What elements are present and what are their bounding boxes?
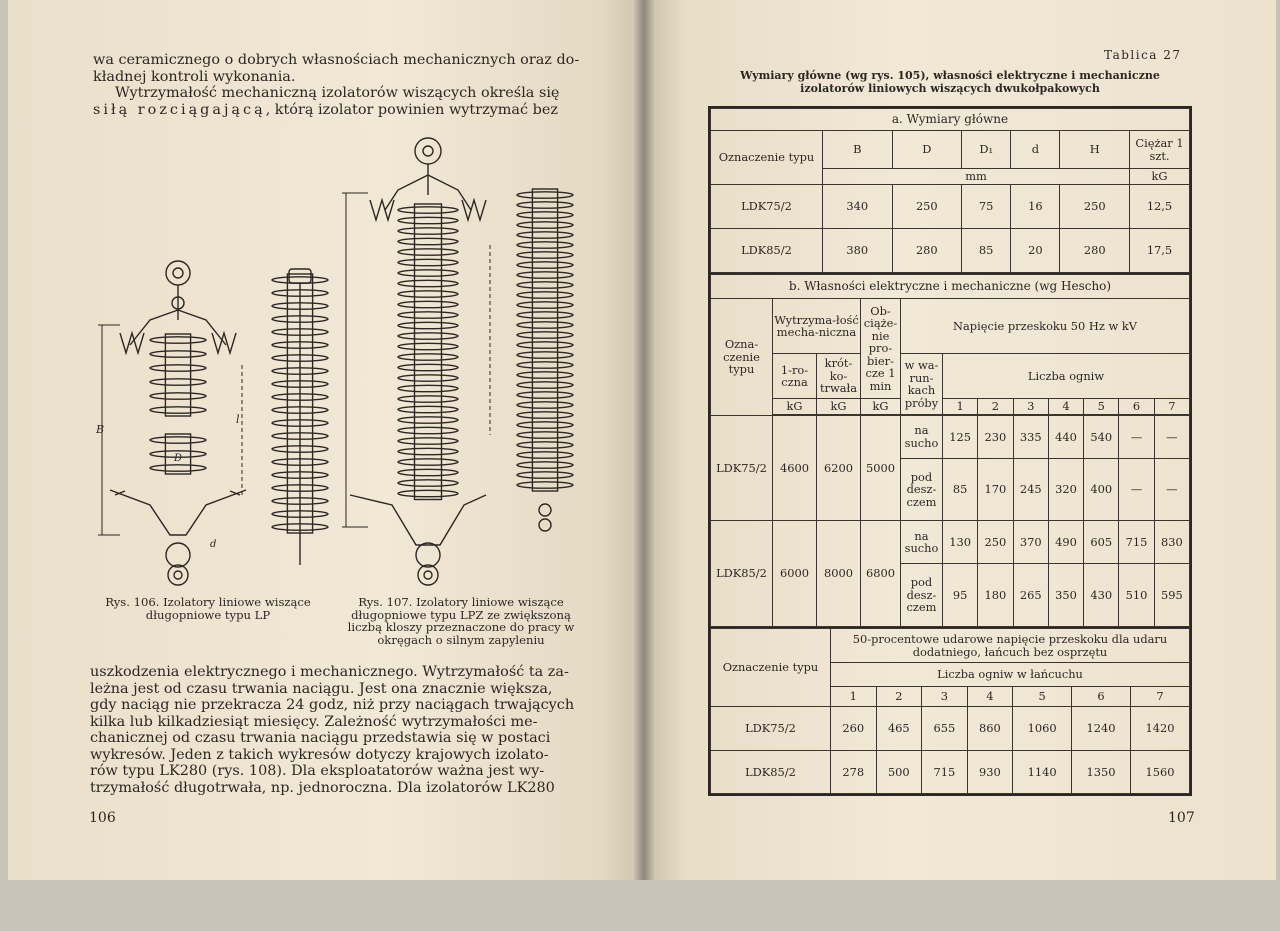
table-row: LDK75/2 340 250 75 16 250 12,5 xyxy=(711,185,1190,229)
insulator-shed xyxy=(517,262,573,268)
insulator-shed xyxy=(398,333,458,339)
section-b-title: b. Własności elektryczne i mechaniczne (wg Hescho) xyxy=(711,275,1190,299)
table-title: Wymiary główne (wg rys. 105), własności elektryczne i mechaniczne izolatorów liniowych wiszących dwukołpakowych xyxy=(740,69,1160,95)
page-number-left: 106 xyxy=(89,810,116,826)
insulator-shed xyxy=(517,282,573,288)
insulator-shed xyxy=(517,362,573,368)
insulator-shed xyxy=(398,417,458,423)
insulator-shed xyxy=(398,459,458,465)
insulator-shed xyxy=(398,301,458,307)
insulator-shed xyxy=(398,312,458,318)
paragraph-bottom: uszkodzenia elektrycznego i mechanicznego. Wytrzymałość ta za- leżna jest od czasu trwania naciągu. Jest ona znacznie większa, gdy naciąg nie przekracza 24 godz, niż przy naciągach trwających kilka lub kilkadziesiąt miesięcy. Zależność wytrzymałości me- chanicznej od czasu trwania naciągu przedstawia się w postaci wykresów. Jeden z takich wykresów dotyczy krajowych izolato- rów typu LK280 (rys. 108). Dla eksploatatorów ważna jest wy- trzymałość długotrwała, np. jednoroczna. Dla izolatorów LK280 xyxy=(90,664,575,796)
table-row: LDK85/2 278 500 715 930 1140 1350 1560 xyxy=(711,750,1190,794)
header-conditions: w wa-run-kach próby xyxy=(901,354,943,415)
header-d: d xyxy=(1011,131,1060,169)
table-row: LDK85/2 380 280 85 20 280 17,5 xyxy=(711,229,1190,273)
insulator-shed xyxy=(398,427,458,433)
caption-figure-107: Rys. 107. Izolatory liniowe wiszące długopniowe typu LPZ ze zwiększoną liczbą kloszy przeznaczone do pracy w okręgach o silnym zapyleniu xyxy=(347,595,575,647)
insulator-shed xyxy=(517,212,573,218)
table-row: pod desz-czem 95 180 265 350 430 510 595 xyxy=(711,564,1190,627)
table-section-b: b. Własności elektryczne i mechaniczne (wg Hescho) Ozna-czenie typu Wytrzyma-łość mecha-niczna Ob-ciąże-nie pro-bier-cze 1 min Napięcie przeskoku 50 Hz w kV 1-ro-czna krót-ko-trwała w wa-run-kach próby Liczba ogniw kG kG kG 1 2 3 4 5 6 7 LDK75/2 4600 6200 5000 na sucho 125 230 335 440 540 — — pod desz-czem 85 170 245 320 400 — — LDK85/2 6000 8000 6800 na sucho 130 250 370 490 605 715 830 pod desz-czem 95 180 265 350 430 510 595 xyxy=(708,274,1192,628)
dim-label-l: l xyxy=(236,413,240,426)
insulator-shed xyxy=(517,472,573,478)
insulator-shed xyxy=(517,252,573,258)
header-test-load: Ob-ciąże-nie pro-bier-cze 1 min xyxy=(861,299,901,399)
insulator-shed xyxy=(150,407,206,413)
insulator-shed xyxy=(517,462,573,468)
unit-mm: mm xyxy=(823,169,1130,185)
insulator-shed xyxy=(517,432,573,438)
table-section-c: Oznaczenie typu 50-procentowe udarowe napięcie przeskoku dla udaru dodatniego, łańcuch bez osprzętu Liczba ogniw w łańcuchu 1 2 3 4 5 6 7 LDK75/2 260 465 655 860 1060 1240 1420 LDK85/2 278 500 715 930 1140 1350 1560 xyxy=(708,628,1192,796)
header-short: krót-ko-trwała xyxy=(817,354,861,399)
insulator-shed xyxy=(150,379,206,385)
dim-label-B: B xyxy=(96,423,105,436)
table-row: pod desz-czem 85 170 245 320 400 — — xyxy=(711,458,1190,521)
insulator-shed xyxy=(517,352,573,358)
dim-label-d: d xyxy=(210,539,217,550)
insulator-core xyxy=(532,189,557,491)
insulator-shed xyxy=(517,222,573,228)
figure-106-insulators-lp xyxy=(90,255,340,595)
dim-label-D: D xyxy=(174,453,183,464)
insulator-shed xyxy=(150,351,206,357)
insulator-shed xyxy=(398,480,458,486)
insulator-shed xyxy=(398,469,458,475)
header-D: D xyxy=(892,131,962,169)
header-type: Oznaczenie typu xyxy=(711,629,831,707)
insulator-shed xyxy=(398,270,458,276)
insulator-shed xyxy=(517,482,573,488)
table-number: Tablica 27 xyxy=(1104,48,1182,62)
table-row: LDK75/2 260 465 655 860 1060 1240 1420 xyxy=(711,707,1190,751)
header-H: H xyxy=(1060,131,1130,169)
page-number-right: 107 xyxy=(1168,810,1195,826)
insulator-shed xyxy=(398,249,458,255)
insulator-shed xyxy=(517,392,573,398)
header-type: Ozna-czenie typu xyxy=(711,299,773,416)
table-row: LDK85/2 6000 8000 6800 na sucho 130 250 370 490 605 715 830 xyxy=(711,521,1190,564)
insulator-shed xyxy=(517,402,573,408)
insulator-shed xyxy=(398,406,458,412)
insulator-shed xyxy=(517,202,573,208)
insulator-shed xyxy=(398,207,458,213)
section-a-title: a. Wymiary główne xyxy=(711,109,1190,131)
insulator-cap xyxy=(539,519,551,531)
header-links: Liczba ogniw w łańcuchu xyxy=(831,663,1190,687)
header-B: B xyxy=(823,131,893,169)
insulator-shed xyxy=(517,412,573,418)
header-weight: Ciężar 1 szt. xyxy=(1130,131,1190,169)
table-row: LDK75/2 4600 6200 5000 na sucho 125 230 335 440 540 — — xyxy=(711,416,1190,459)
insulator-shed xyxy=(150,393,206,399)
paragraph-top: wa ceramicznego o dobrych własnościach mechanicznych oraz do- kładnej kontroli wykonania. Wytrzymałość mechaniczną izolatorów wiszących określa się siłą rozciągającą, którą izolator powinien wytrzymać bez xyxy=(93,52,580,118)
header-one-year: 1-ro-czna xyxy=(773,354,817,399)
insulator-shed xyxy=(398,291,458,297)
insulator-shed xyxy=(517,332,573,338)
insulator-shed xyxy=(517,442,573,448)
insulator-shed xyxy=(517,312,573,318)
caption-figure-106: Rys. 106. Izolatory liniowe wiszące długopniowe typu LP xyxy=(105,595,311,622)
insulator-shed xyxy=(517,322,573,328)
unit-kg: kG xyxy=(1130,169,1190,185)
insulator-shed xyxy=(398,322,458,328)
insulator-shed xyxy=(398,375,458,381)
insulator-shed xyxy=(398,238,458,244)
insulator-shed xyxy=(398,354,458,360)
book-gutter xyxy=(632,0,656,880)
insulator-shed xyxy=(398,448,458,454)
insulator-shed xyxy=(272,277,328,283)
insulator-shed xyxy=(517,422,573,428)
insulator-shed xyxy=(150,437,206,443)
figure-107-insulators-lpz xyxy=(340,135,600,595)
insulator-shed xyxy=(398,396,458,402)
insulator-shed xyxy=(517,242,573,248)
insulator-shed xyxy=(398,490,458,496)
header-strength: Wytrzyma-łość mecha-niczna xyxy=(773,299,861,354)
insulator-shed xyxy=(398,364,458,370)
insulator-shed xyxy=(150,365,206,371)
insulator-shed xyxy=(517,372,573,378)
header-D1: D₁ xyxy=(962,131,1011,169)
insulator-shed xyxy=(398,217,458,223)
insulator-shed xyxy=(398,343,458,349)
insulator-shed xyxy=(517,192,573,198)
header-type: Oznaczenie typu xyxy=(711,131,823,185)
insulator-shed xyxy=(517,302,573,308)
section-c-title: 50-procentowe udarowe napięcie przeskoku dla udaru dodatniego, łańcuch bez osprzętu xyxy=(831,629,1190,663)
insulator-shed xyxy=(517,272,573,278)
insulator-shed xyxy=(398,385,458,391)
insulator-shed xyxy=(517,382,573,388)
insulator-shed xyxy=(517,232,573,238)
insulator-shed xyxy=(398,280,458,286)
insulator-shed xyxy=(517,292,573,298)
insulator-shed xyxy=(150,337,206,343)
insulator-shed xyxy=(150,465,206,471)
header-links: Liczba ogniw xyxy=(943,354,1190,399)
insulator-shed xyxy=(517,342,573,348)
insulator-shed xyxy=(398,228,458,234)
insulator-shed xyxy=(517,452,573,458)
insulator-cap xyxy=(539,504,551,516)
header-flashover: Napięcie przeskoku 50 Hz w kV xyxy=(901,299,1190,354)
insulator-shed xyxy=(398,438,458,444)
insulator-shed xyxy=(398,259,458,265)
table-section-a xyxy=(708,106,1192,274)
insulator-core xyxy=(165,334,190,416)
